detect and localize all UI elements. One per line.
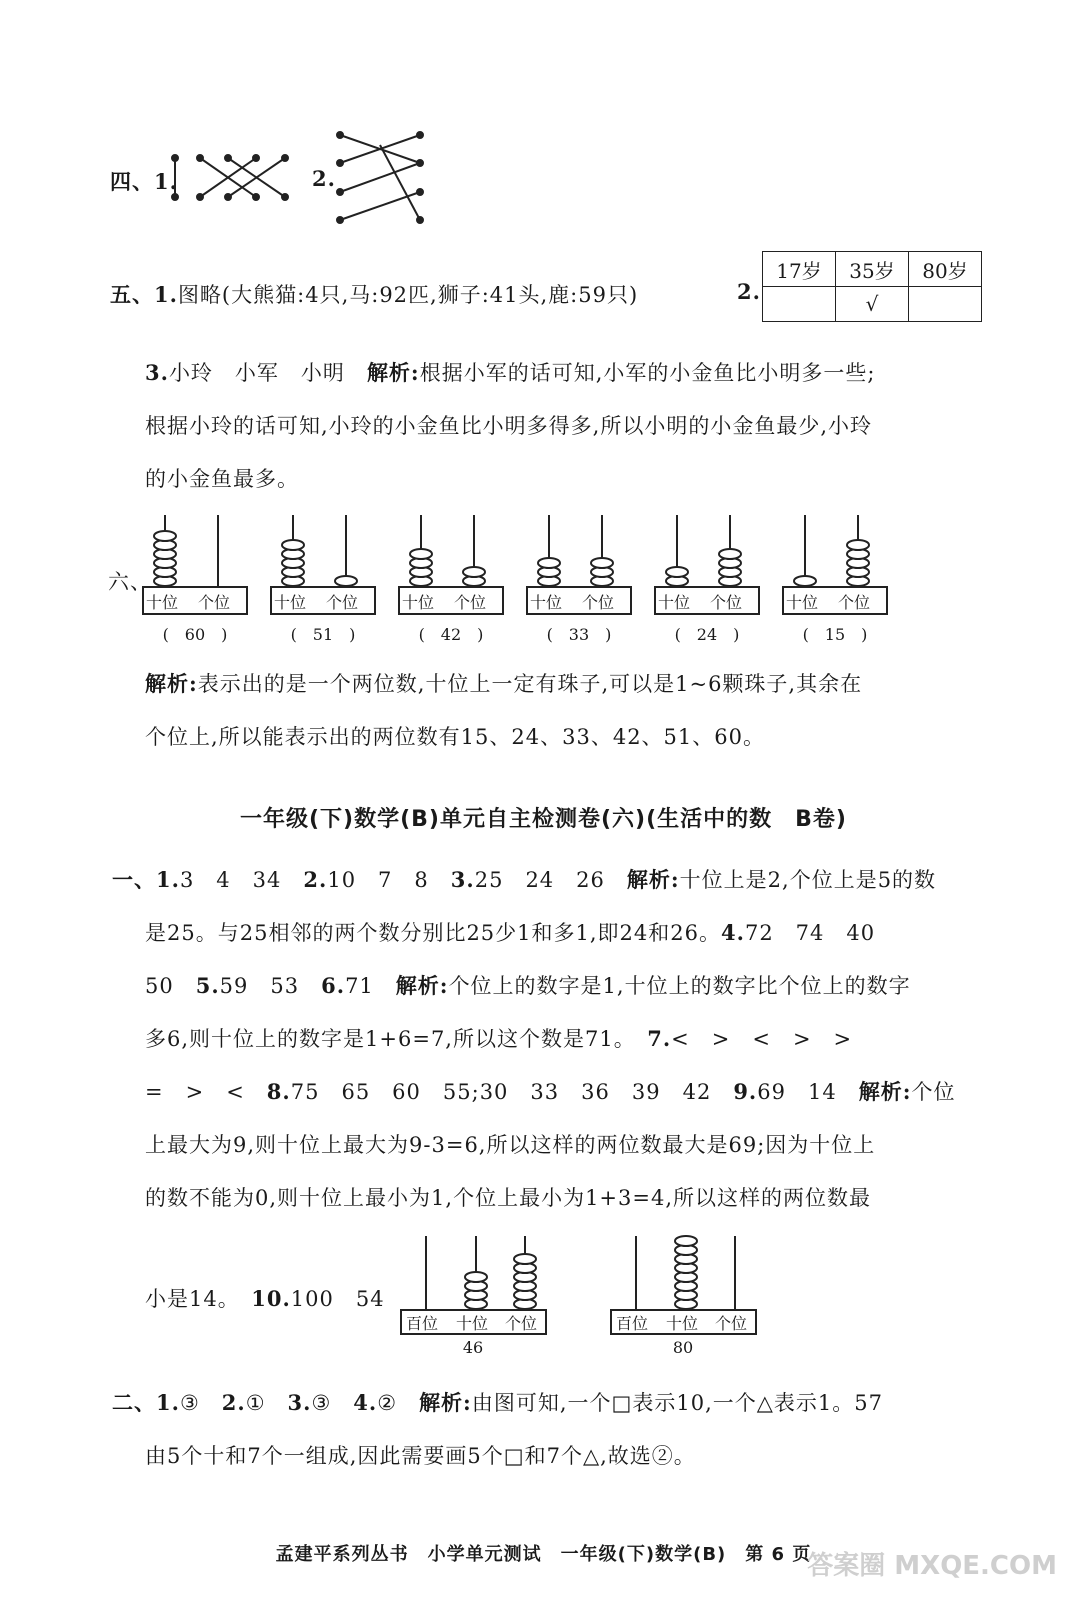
- partB-line5: [145, 1076, 955, 1106]
- text-run: 4.: [721, 920, 745, 945]
- sec6-label: 六、: [108, 570, 152, 594]
- sec5-q3-line3: 的小金鱼最多。: [145, 467, 299, 491]
- bead: [675, 1236, 697, 1246]
- place-label: 个位: [582, 593, 615, 612]
- text-run: < > < > >: [671, 1027, 853, 1051]
- text-run: 解析:: [395, 973, 449, 998]
- place-label: 十位: [402, 593, 435, 612]
- place-label: 十位: [786, 593, 819, 612]
- text-run: 6.: [321, 973, 346, 998]
- abacus-row: [143, 515, 887, 614]
- text-run: 多6,则十位上的数字是1+6=7,所以这个数是71。: [145, 1027, 648, 1051]
- bead: [463, 567, 485, 577]
- text-run: 10 7 8: [327, 868, 451, 892]
- bead: [794, 576, 816, 586]
- text-run: 1.: [156, 1390, 180, 1415]
- place-label: 个位: [326, 593, 359, 612]
- text-run: 3.: [450, 867, 475, 892]
- abacus-three-place: [401, 1236, 756, 1334]
- bead: [666, 567, 688, 577]
- abacus-value: ( 24 ): [674, 625, 740, 644]
- text-run: ③: [179, 1391, 222, 1415]
- place-label: 十位: [658, 593, 691, 612]
- text-run: 5.: [195, 973, 220, 998]
- abacus-value: 80: [672, 1338, 694, 1357]
- bead: [719, 549, 741, 559]
- text-run: 十位上是2,个位上是5的数: [679, 868, 937, 892]
- text-run: 10.: [251, 1286, 291, 1311]
- sec5-q3-line2: 根据小玲的话可知,小玲的小金鱼比小明多得多,所以小明的小金鱼最少,小玲: [145, 414, 873, 438]
- text-run: 7.: [647, 1026, 672, 1051]
- text-run: 69 14: [757, 1080, 859, 1104]
- text-run: 3.: [287, 1390, 312, 1415]
- abacus-value: ( 15 ): [802, 625, 868, 644]
- partB-line2: [145, 917, 875, 947]
- page-footer: 孟建平系列丛书 小学单元测试 一年级(下)数学(B) 第 6 页: [275, 1544, 812, 1565]
- text-run: 8.: [266, 1079, 291, 1104]
- text-run: 个位: [911, 1080, 956, 1104]
- text-run: 是25。与25相邻的两个数分别比25少1和多1,即24和26。: [145, 921, 722, 945]
- partB-line8: [145, 1283, 385, 1313]
- mark-cell: [909, 287, 982, 322]
- sec5-q1: 五、1.图略(大熊猫:4只,马:92匹,狮子:41头,鹿:59只): [110, 282, 639, 307]
- place-label: 个位: [505, 1314, 538, 1333]
- age-cell: 80岁: [909, 252, 982, 287]
- bead: [282, 540, 304, 550]
- text-run: 25 24 26: [474, 868, 627, 892]
- place-label: 十位: [666, 1314, 699, 1333]
- abacus-value: ( 42 ): [418, 625, 484, 644]
- text-run: 50: [145, 974, 196, 998]
- place-label: 十位: [274, 593, 307, 612]
- place-label: 个位: [198, 593, 231, 612]
- bead: [538, 558, 560, 568]
- mark-cell: [763, 287, 836, 322]
- text-run: 小是14。: [145, 1287, 252, 1311]
- text-run: 2.: [221, 1390, 246, 1415]
- partB-line4: [145, 1023, 852, 1053]
- place-label: 个位: [838, 593, 871, 612]
- bead: [465, 1272, 487, 1282]
- sec4-label: 四、1.: [110, 169, 178, 194]
- text-run: 3 4 34: [179, 868, 304, 892]
- bead: [410, 549, 432, 559]
- sec6-analysis-line2: 个位上,所以能表示出的两位数有15、24、33、42、51、60。: [145, 725, 766, 749]
- text-run: 75 65 60 55;30 33 36 39 42: [290, 1080, 734, 1104]
- place-label: 百位: [616, 1314, 649, 1333]
- partB-line6: 上最大为9,则十位上最大为9-3=6,所以这样的两位数最大是69;因为十位上: [145, 1133, 876, 1157]
- matching-figure-2: [337, 132, 423, 223]
- abacus-value: ( 33 ): [546, 625, 612, 644]
- text-run: 72 74 40: [744, 921, 876, 945]
- text-run: 解析:: [626, 867, 680, 892]
- sec6-analysis-line1: 解析:表示出的是一个两位数,十位上一定有珠子,可以是1~6颗珠子,其余在: [145, 671, 863, 696]
- partB-line10: 由5个十和7个一组成,因此需要画5个□和7个△,故选②。: [145, 1444, 696, 1468]
- abacus-value: ( 51 ): [290, 625, 356, 644]
- place-label: 百位: [406, 1314, 439, 1333]
- bead: [514, 1254, 536, 1264]
- page-title: 一年级(下)数学(B)单元自主检测卷(六)(生活中的数 B卷): [240, 807, 847, 832]
- place-label: 个位: [710, 593, 743, 612]
- place-label: 十位: [146, 593, 179, 612]
- text-run: 个位上的数字是1,十位上的数字比个位上的数字: [448, 974, 911, 998]
- text-run: 9.: [733, 1079, 758, 1104]
- abacus-value: 46: [462, 1338, 484, 1357]
- sec5-q3-line1: 3.小玲 小军 小明 解析:根据小军的话可知,小军的小金鱼比小明多一些;: [145, 360, 876, 385]
- sec5-q2: 2.: [737, 279, 761, 304]
- age-table: [762, 251, 982, 322]
- bead: [847, 540, 869, 550]
- partB-line1: 一、1.3 4 34 2.10 7 8 3.25 24 26 解析:十位上是2,个位上是5的数: [112, 867, 937, 892]
- mark-cell: √: [836, 287, 909, 322]
- bead: [335, 576, 357, 586]
- place-label: 个位: [454, 593, 487, 612]
- text-run: ③: [311, 1391, 354, 1415]
- text-run: 2.: [303, 867, 328, 892]
- partB-line9: 二、1.③ 2.① 3.③ 4.② 解析:由图可知,一个□表示10,一个△表示1。57: [112, 1390, 883, 1415]
- place-label: 十位: [456, 1314, 489, 1333]
- bead: [591, 558, 613, 568]
- abacus-value: ( 60 ): [162, 625, 228, 644]
- place-label: 个位: [715, 1314, 748, 1333]
- bead: [154, 531, 176, 541]
- text-run: 4.: [353, 1390, 378, 1415]
- place-label: 十位: [530, 593, 563, 612]
- partB-line3: [145, 970, 911, 1000]
- partB-line7: 的数不能为0,则十位上最小为1,个位上最小为1+3=4,所以这样的两位数最: [145, 1186, 872, 1210]
- watermark: 答案圈 MXQE.COM: [807, 1551, 1057, 1581]
- age-cell: 35岁: [836, 252, 909, 287]
- text-run: ②: [377, 1391, 420, 1415]
- text-run: 71: [345, 974, 396, 998]
- sec4-q2: 2.: [312, 166, 336, 191]
- text-run: 1.: [156, 867, 180, 892]
- text-run: 由图可知,一个□表示10,一个△表示1。57: [471, 1391, 883, 1415]
- text-run: 解析:: [419, 1390, 472, 1415]
- text-run: 100 54: [290, 1287, 385, 1311]
- text-run: 解析:: [858, 1079, 912, 1104]
- text-run: ①: [245, 1391, 288, 1415]
- text-run: = > <: [145, 1080, 267, 1104]
- age-cell: 17岁: [763, 252, 836, 287]
- matching-figure-1: [172, 155, 288, 200]
- text-run: 59 53: [219, 974, 322, 998]
